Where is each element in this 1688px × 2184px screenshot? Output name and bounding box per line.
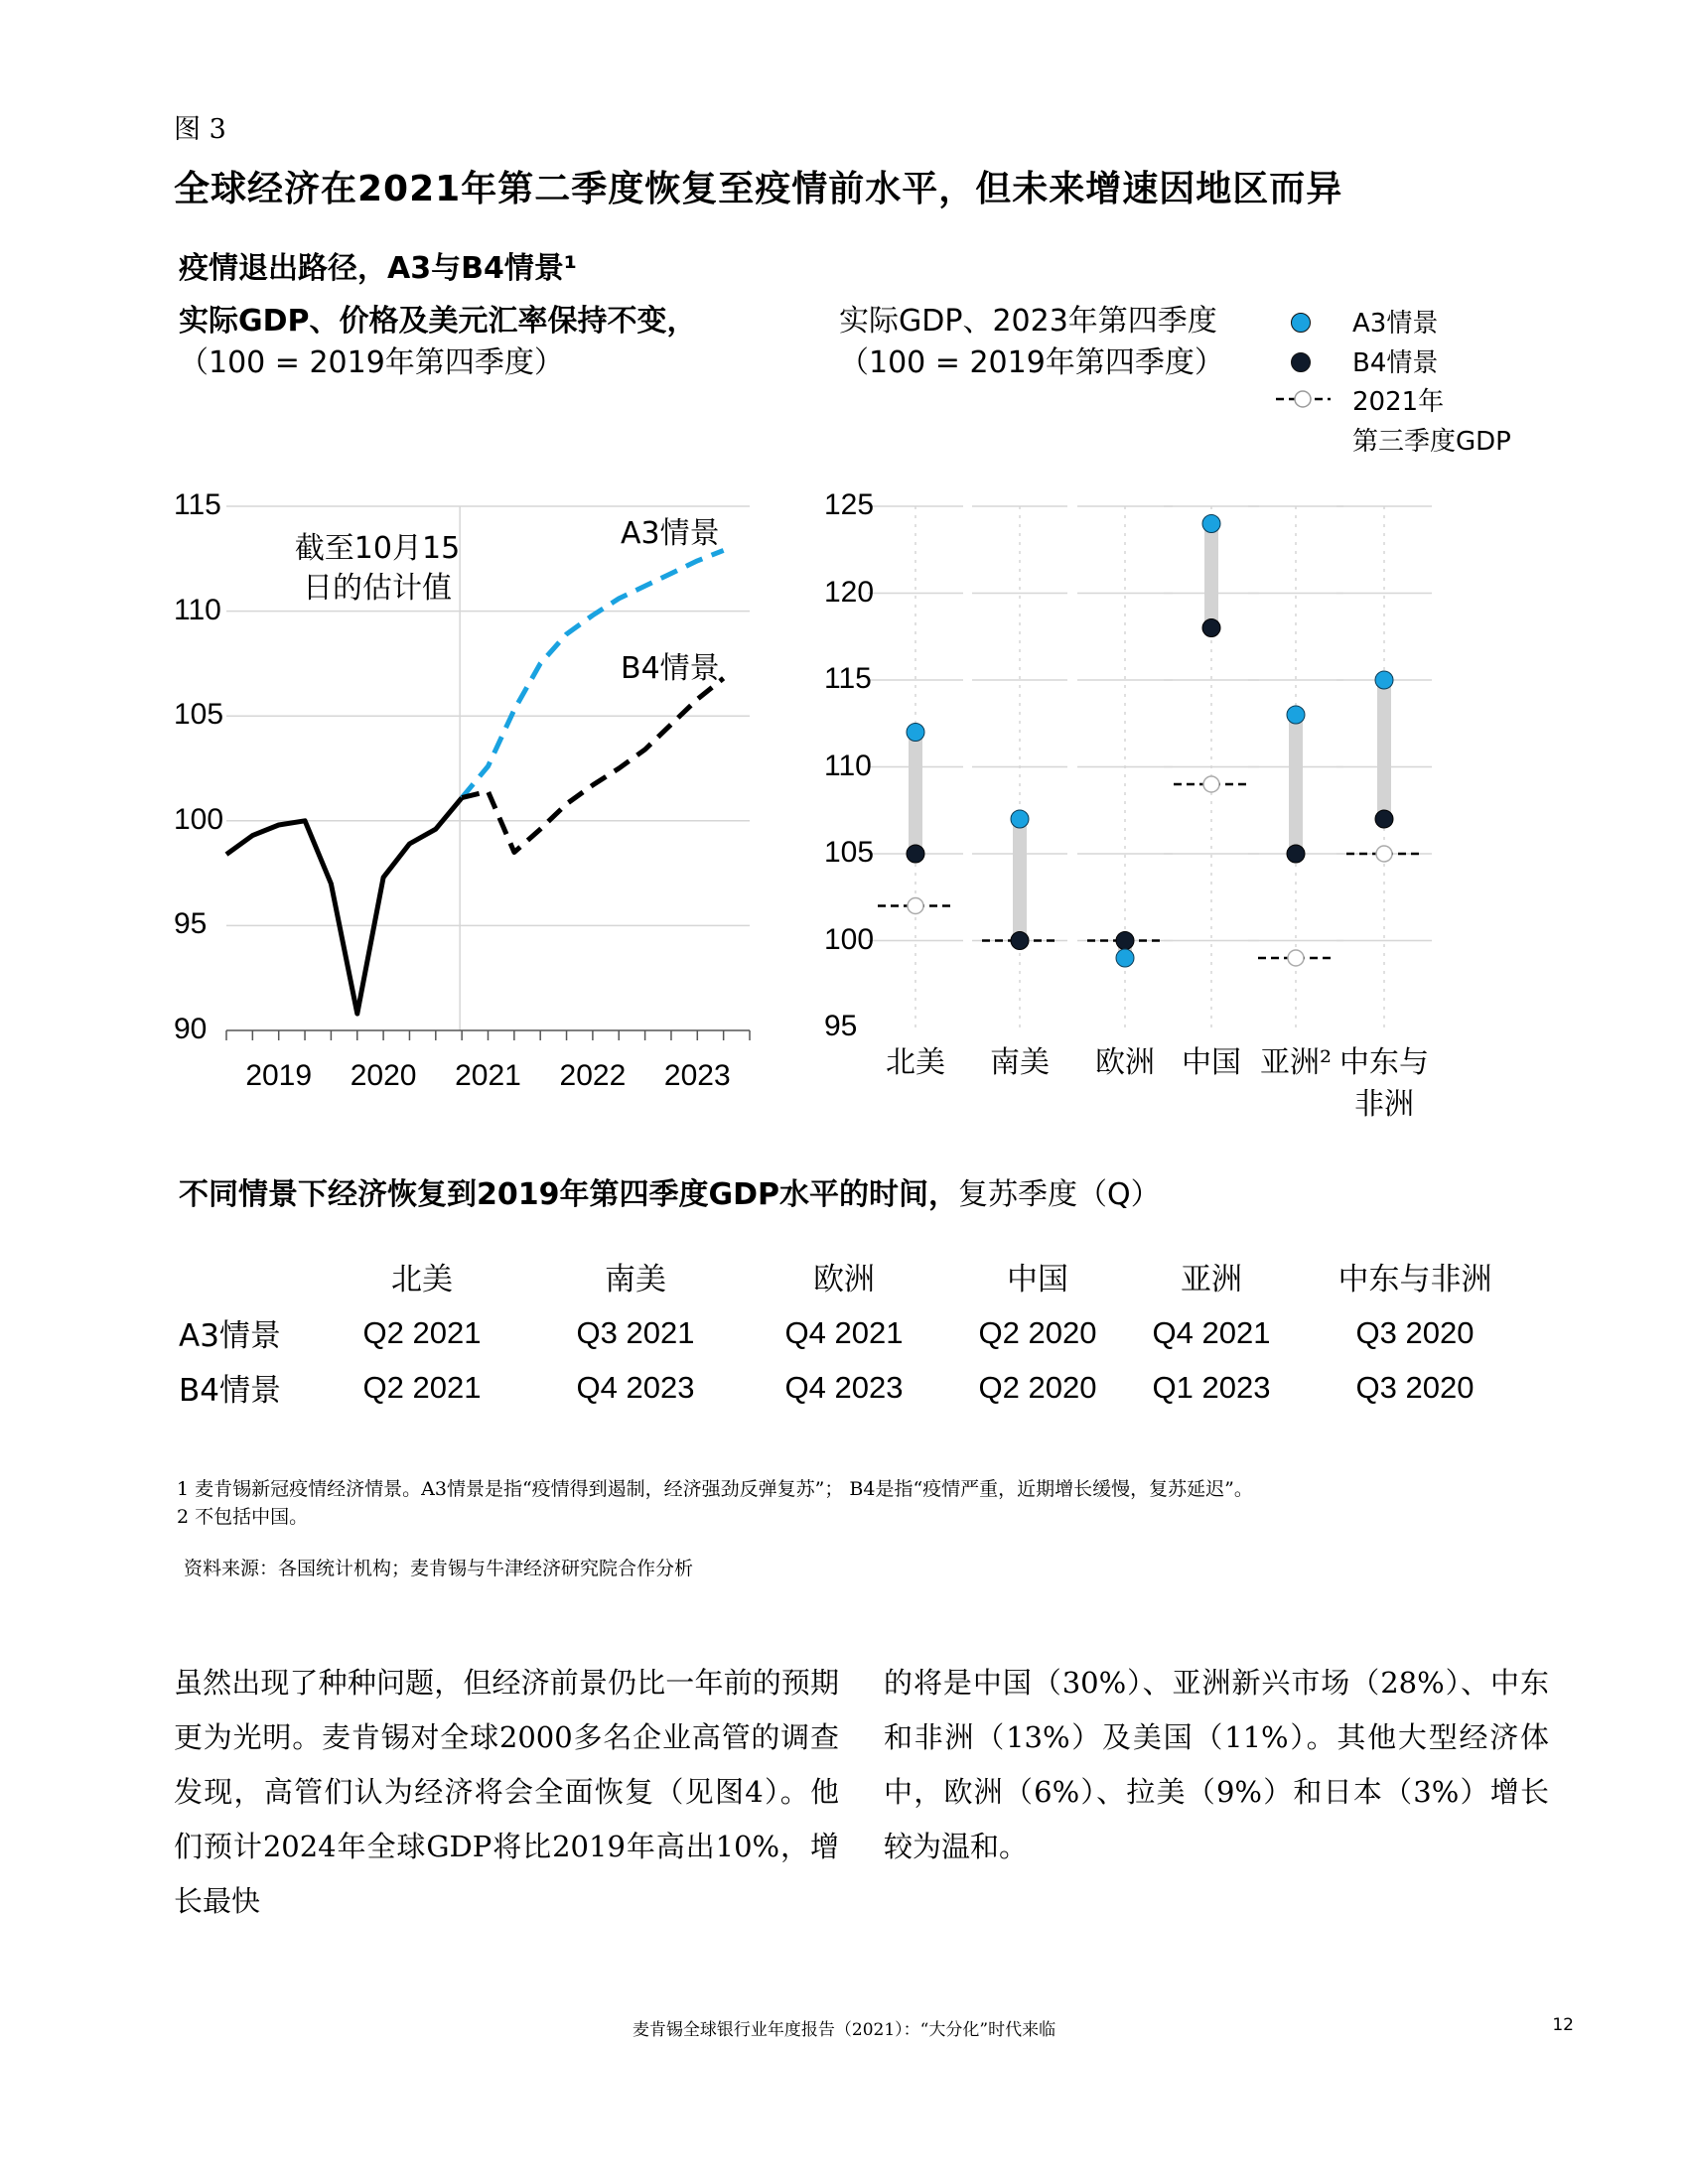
body-text-left: 虽然出现了种种问题，但经济前景仍比一年前的预期更为光明。麦肯锡对全球2000多名企业高管的调查发现，高管们认为经济将会全面恢复（见图4）。他们预计2024年全球GDP将比2019年高出10%，增长最快 [174,1666,839,1918]
b4-point [1375,810,1393,828]
x-category-label: 北美 [886,1045,945,1080]
y-tick-label: 115 [174,488,221,521]
table-header: 中国 [1007,1261,1068,1297]
range-bar [909,733,922,855]
legend-a3-label: A3情景 [1352,309,1439,339]
series-label-a3: A3情景 [621,516,720,551]
legend-b4-label: B4情景 [1352,348,1439,378]
right-dot-chart [814,477,1450,1072]
y-tick-label: 110 [824,749,872,782]
table-cell: Q4 2023 [784,1369,904,1405]
source-note: 资料来源：各国统计机构；麦肯锡与牛津经济研究院合作分析 [184,1558,694,1579]
x-tick-label: 2020 [350,1059,417,1092]
row-label: A3情景 [179,1318,281,1354]
a3-point [1011,810,1029,828]
b4-point [907,845,924,863]
table-header: 亚洲 [1181,1261,1242,1297]
recovery-table-title-normal: 复苏季度（Q） [958,1177,1161,1212]
x-category-label: 中东与 [1339,1045,1429,1080]
x-category-label: 南美 [990,1045,1050,1080]
y-tick-label: 100 [824,922,875,956]
table-row [179,1305,1539,1360]
legend-b4-dot [1291,352,1311,372]
range-bar [1204,524,1218,628]
range-bar [1013,819,1027,941]
table-cell: Q3 2021 [576,1314,695,1350]
right-chart-title-unit: （100 = 2019年第四季度） [839,345,1224,380]
a3-point [1116,949,1134,967]
table-header: 南美 [605,1261,666,1297]
x-category-label: 中国 [1182,1045,1241,1080]
x-category-label: 欧洲 [1095,1045,1155,1080]
page-footer: 麦肯锡全球银行业年度报告（2021）：“大分化”时代来临 [632,2020,1056,2040]
table-cell: Q3 2020 [1355,1314,1475,1350]
q3-gdp-point [1203,776,1219,792]
footnotes [177,1475,1253,1531]
range-bar [1377,680,1391,819]
figure-subtitle: 疫情退出路径，A3与B4情景¹ [179,251,577,286]
y-tick-label: 115 [824,662,872,695]
b4-point [1116,932,1134,950]
a3-point [1287,706,1305,724]
footnote-2: 2 不包括中国。 [177,1506,309,1528]
table-header: 中东与非洲 [1337,1261,1492,1297]
q3-gdp-point [1288,950,1304,966]
b4-point [1011,932,1029,950]
right-chart-title [839,301,1224,384]
left-chart-title [179,301,697,384]
figure-title: 全球经济在2021年第二季度恢复至疫情前水平，但未来增速因地区而异 [174,169,1343,209]
table-cell: Q2 2021 [362,1314,482,1350]
footnote-1: 1 麦肯锡新冠疫情经济情景。A3情景是指“疫情得到遏制，经济强劲反弹复苏”； B4是指“疫情严重，近期增长缓慢，复苏延迟”。 [177,1478,1253,1500]
a3-point [1375,671,1393,689]
table-cell: Q4 2021 [1152,1314,1271,1350]
table-cell: Q4 2021 [784,1314,904,1350]
left-chart-title-bold: 实际GDP、价格及美元汇率保持不变， [179,304,697,339]
y-tick-label: 120 [824,575,875,609]
legend-a3-dot [1291,313,1311,333]
y-tick-label: 95 [824,1010,858,1042]
x-tick-label: 2021 [455,1059,521,1092]
x-category-label: 非洲 [1354,1087,1414,1122]
series-label-b4: B4情景 [621,651,720,686]
figure-label: 图 3 [174,114,226,145]
x-category-label: 亚洲² [1259,1045,1333,1080]
a3-point [907,724,924,742]
x-tick-label: 2022 [559,1059,627,1092]
table-cell: Q3 2020 [1355,1369,1475,1405]
table-header: 欧洲 [813,1261,875,1297]
table-header: 北美 [391,1261,453,1297]
legend-q3-label-line1: 2021年 [1352,387,1445,417]
table-row [179,1360,1539,1415]
page-number: 12 [1552,2015,1574,2035]
series-line [462,678,723,852]
row-label: B4情景 [179,1373,281,1409]
y-tick-label: 110 [174,593,221,626]
legend-q3-label-line2: 第三季度GDP [1352,427,1511,457]
q3-gdp-point [908,898,923,914]
legend-q3-marker [1276,387,1331,411]
estimate-annotation-line2: 日的估计值 [303,571,452,606]
recovery-table-title-bold: 不同情景下经济恢复到2019年第四季度GDP水平的时间， [179,1177,959,1212]
y-tick-label: 125 [824,488,875,521]
range-bar [1289,715,1303,854]
recovery-table-title [179,1169,1161,1213]
body-text-right: 的将是中国（30%）、亚洲新兴市场（28%）、中东和非洲（13%）及美国（11%）。其他大型经济体中，欧洲（6%）、拉美（9%）和日本（3%）增长较为温和。 [884,1666,1549,1863]
a3-point [1202,515,1220,533]
y-tick-label: 105 [824,836,875,869]
q3-gdp-point [1376,846,1392,862]
table-header-row [179,1246,1539,1305]
y-tick-label: 100 [174,802,224,836]
right-chart-title-line1: 实际GDP、2023年第四季度 [839,304,1217,339]
table-cell: Q2 2020 [978,1314,1097,1350]
x-tick-label: 2019 [245,1059,313,1092]
y-tick-label: 90 [174,1013,208,1045]
b4-point [1287,845,1305,863]
legend-q3-label [1352,382,1511,462]
b4-point [1202,619,1220,637]
table-cell: Q4 2023 [576,1369,695,1405]
recovery-table [179,1246,1539,1415]
left-chart-title-unit: （100 = 2019年第四季度） [179,345,564,380]
table-cell: Q2 2021 [362,1369,482,1405]
y-tick-label: 105 [174,698,224,732]
estimate-annotation-line1: 截至10月15 [294,531,461,566]
series-line [226,798,462,1015]
y-tick-label: 95 [174,907,208,941]
x-tick-label: 2023 [663,1059,731,1092]
table-cell: Q1 2023 [1152,1369,1271,1405]
table-cell: Q2 2020 [978,1369,1097,1405]
estimate-annotation [263,529,492,609]
